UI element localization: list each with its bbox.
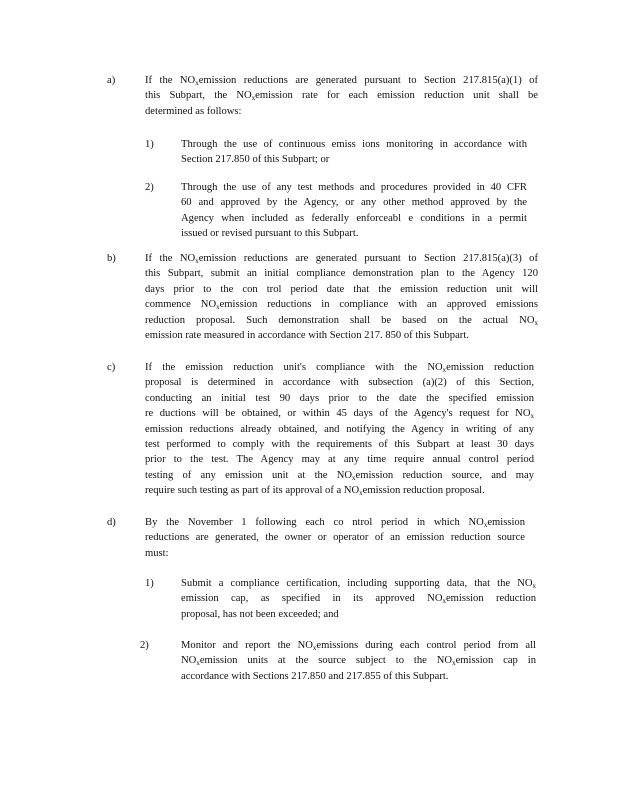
text-line: By the November 1 following each co ntrol period in which $NO_xemission$ [145,517,525,529]
subscript-x: x [195,257,199,265]
item-text [181,576,536,622]
text-line: If the emission reduction unit's compliance with the $NO_xemission$ reduction [145,362,534,374]
text-line: re ductions will be obtained, or within 45 days of the Agency's request for $NO_x$ [145,408,534,421]
section-text [145,73,538,119]
text-line: reductions are generated, the owner or operator of an emission reduction source [145,532,525,544]
section-label: a) [107,75,116,86]
subscript-x: x [195,79,199,87]
text-line: this Subpart, the $NO_xemission$ rate for each emission reduction unit shall be [145,90,538,103]
text-line: reduction proposal. Such demonstration shall be based on the actual $NO_x$ [145,314,538,327]
item-label: 2) [145,182,154,193]
text-line: this Subpart, submit an initial compliance demonstration plan to the Agency 120 [145,268,538,280]
text-line: accordance with Sections 217.850 and 217.855 of this Subpart. [181,670,449,682]
section-text [145,251,538,343]
text-line: Section 217.850 of this Subpart; or [181,154,330,166]
subscript-x: x [452,659,456,668]
text-line: Monitor and report the $NO_xemissions$ during each control period from all [181,640,536,652]
text-line: emission reductions already obtained, and notifying the Agency in writing of any [145,423,534,435]
item-text [181,180,527,242]
text-line: prior to the test. The Agency may at any time require annual control period [145,454,534,466]
text-line: require such testing as part of its approval of a $NO_xemission$ reduction proposal. [145,485,485,498]
text-line: proposal is determined in accordance with subsection (a)(2) of this Section, [145,377,534,389]
text-line: Through the use of continuous emiss ions monitoring in accordance with [181,139,527,150]
section-label: c) [107,362,116,373]
text-line: 60 and approved by the Agency, or any other method approved by the [181,197,527,209]
subscript-x: x [359,489,363,498]
subscript-x: x [532,582,536,590]
item-label: 2) [140,640,149,651]
section-label: d) [107,517,116,528]
text-line: issued or revised pursuant to this Subpart. [181,228,359,240]
text-line: testing of any emission unit at the $NO_xemission$ reduction source, and may [145,469,534,482]
item-label: 1) [145,139,154,150]
item-text [181,638,536,684]
text-line: emission rate measured in accordance with Section 217. 850 of this Subpart. [145,330,469,342]
text-line: days prior to the con trol period date that the emission reduction unit will [145,283,538,295]
subscript-x: x [530,412,534,421]
subscript-x: x [312,644,317,652]
subscript-x: x [442,597,446,606]
subscript-x: x [216,303,220,312]
text-line: $NO_xemission$ units at the source subject to the $NO_xemission$ cap in [181,655,537,668]
text-line: proposal, has not been exceeded; and [181,608,339,620]
item-label: 1) [145,578,154,589]
text-line: Submit a compliance certification, including supporting data, that the $NO_x$ [181,578,536,590]
text-line: Through the use of any test methods and procedures provided in 40 CFR [181,182,527,193]
subscript-x: x [534,318,538,327]
subscript-x: x [352,473,356,482]
text-line: If the $NO_xemission$ reductions are generated pursuant to Section 217.815(a)(1) of [145,75,538,87]
text-line: commence $NO_xemission$ reductions in compliance with an approved emissions [145,299,538,312]
subscript-x: x [483,521,488,529]
text-line: must: [145,547,169,559]
section-label: b) [107,253,116,264]
section-text [145,360,534,499]
section-text [145,515,525,561]
text-line: emission cap, as specified in its approved $NO_xemission$ reduction [181,593,536,606]
subscript-x: x [251,94,256,103]
text-line: If the $NO_xemission$ reductions are generated pursuant to Section 217.815(a)(3) of [145,253,538,265]
subscript-x: x [442,366,447,374]
text-line: conducting an initial test 90 days prior to the date the specified emission [145,392,534,404]
text-line: test performed to comply with the requirements of this Subpart at least 30 days [145,439,534,451]
text-line: determined as follows: [145,105,242,117]
text-line: Agency when included as federally enforceabl e conditions in a permit [181,212,527,224]
item-text [181,137,527,168]
subscript-x: x [196,659,200,668]
